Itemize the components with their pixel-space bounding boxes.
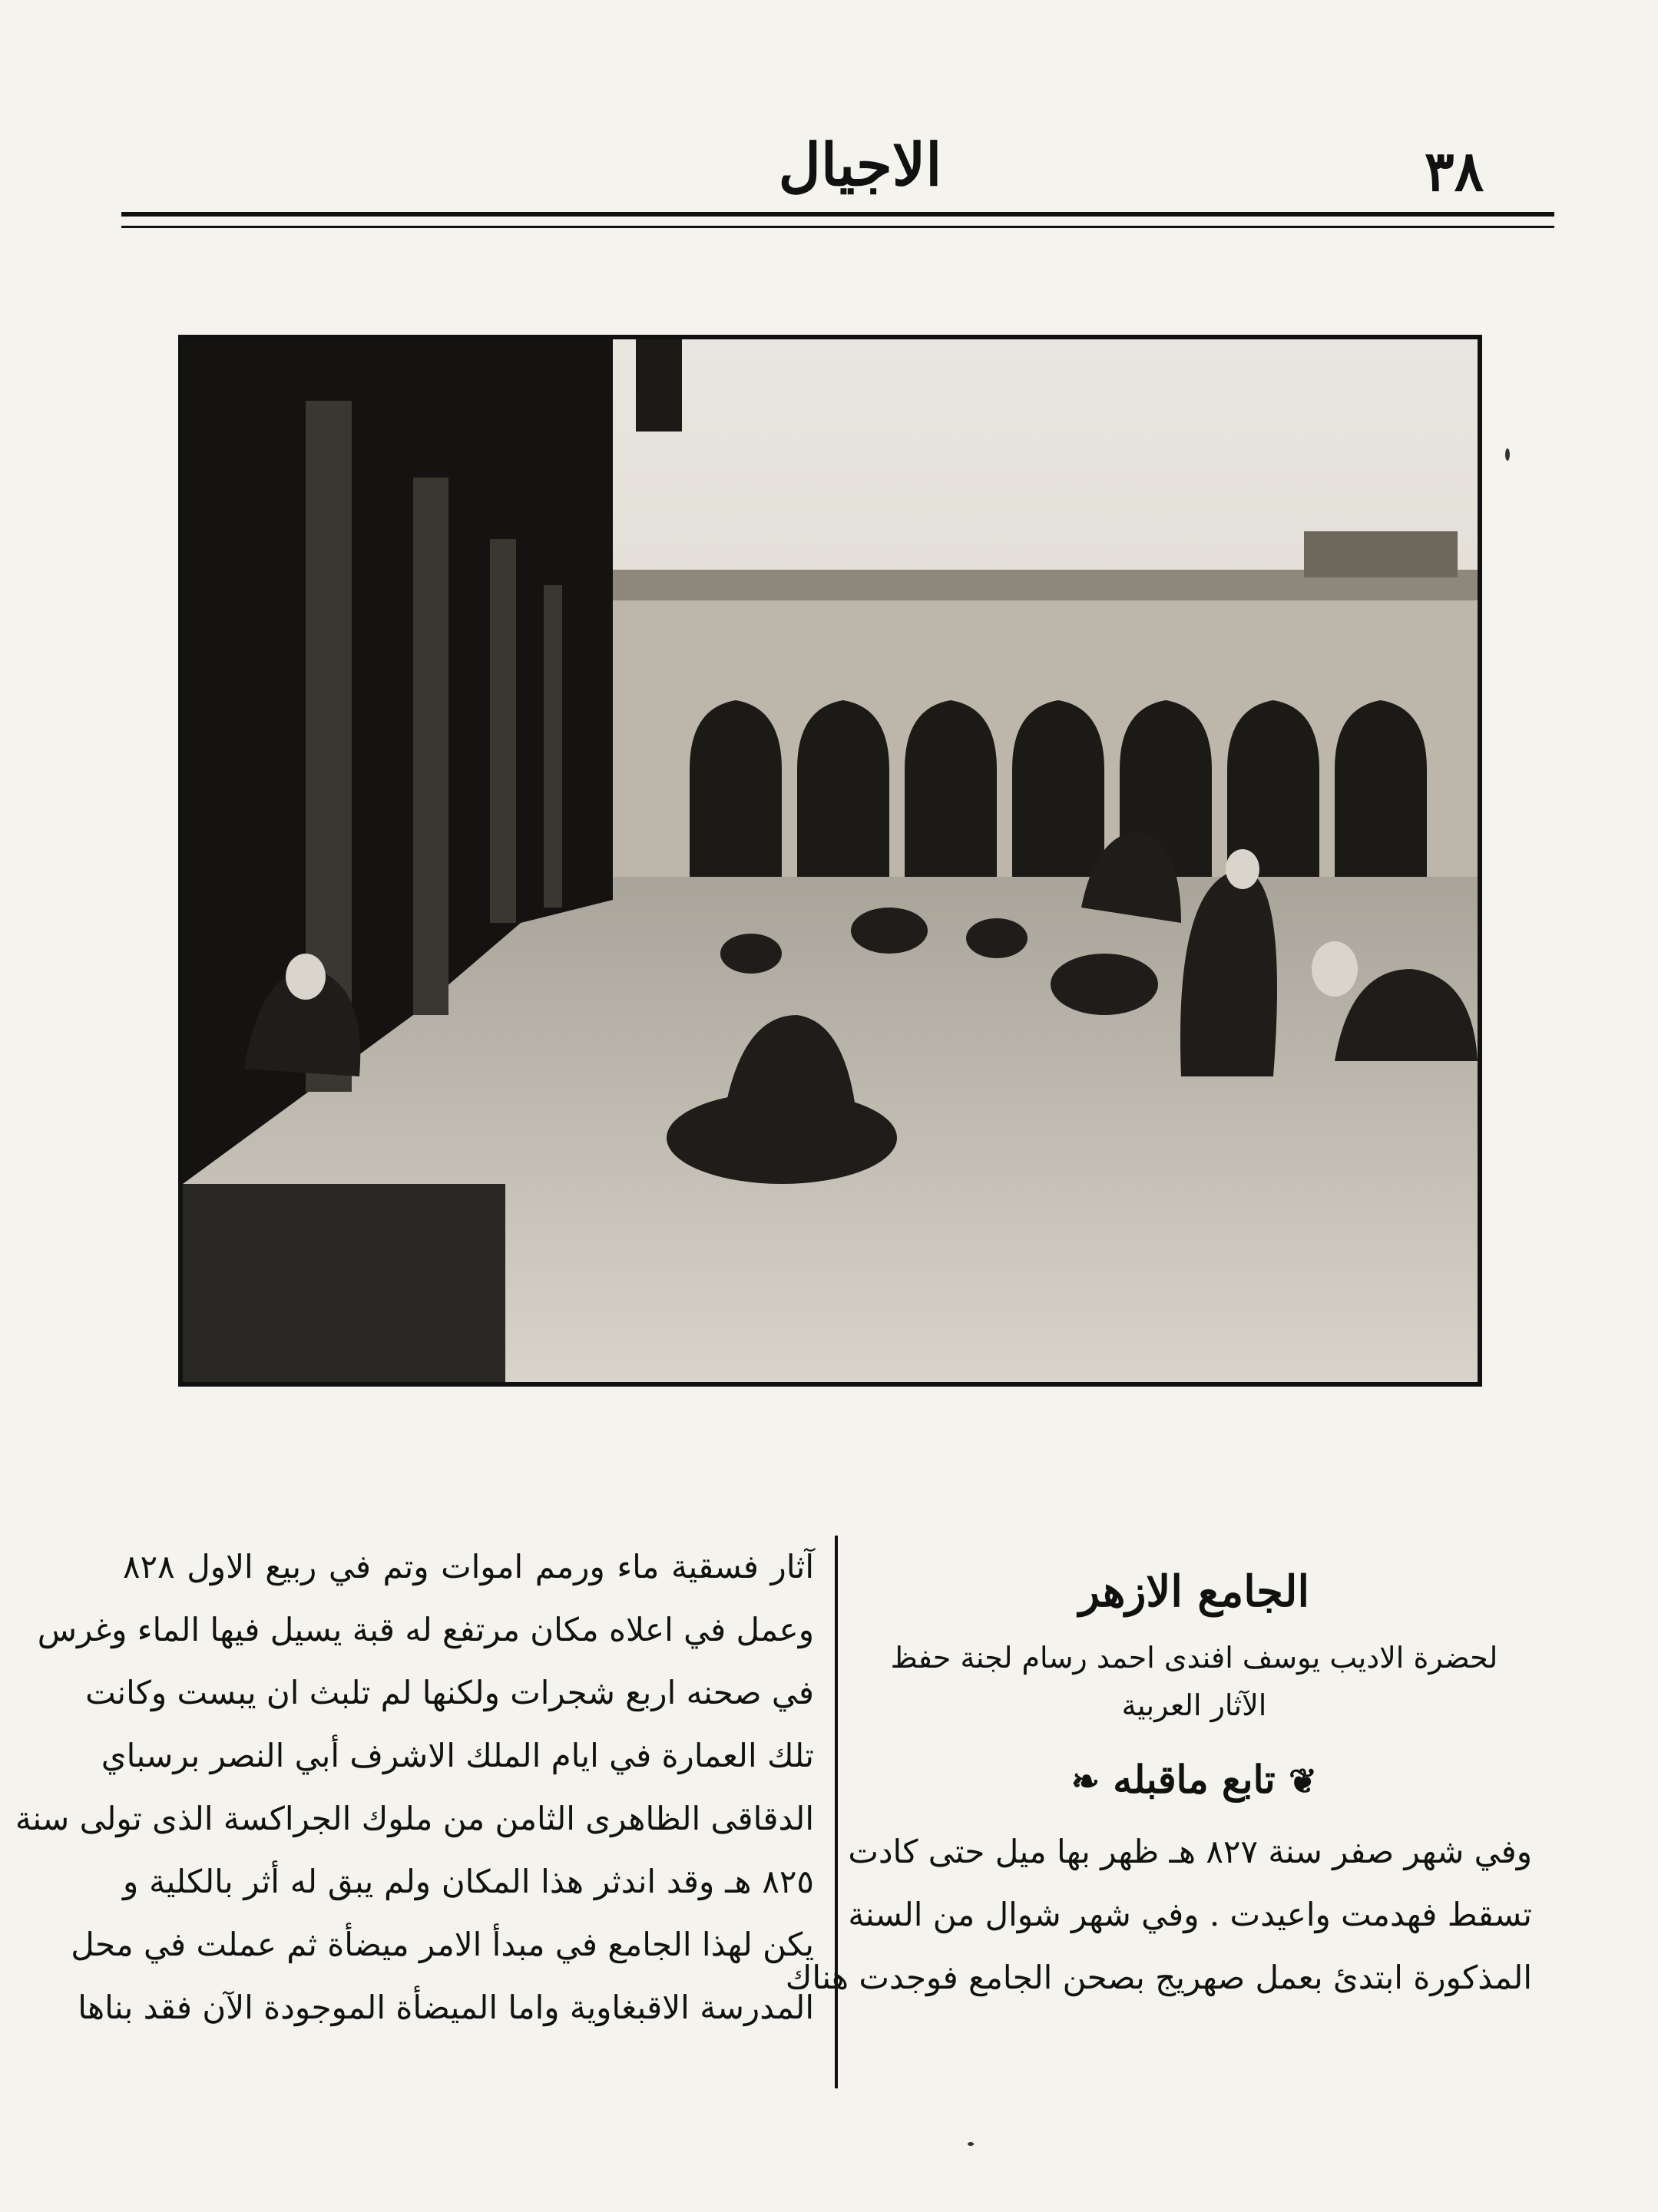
text-line: تلك العمارة في ايام الملك الاشرف أبي النصر برسباي — [101, 1737, 814, 1774]
right-column — [785, 1566, 1532, 2009]
left-column — [15, 1536, 814, 2039]
header-rule-thin — [121, 226, 1554, 228]
courtyard-photograph — [178, 335, 1482, 1387]
running-title: الاجيال — [778, 131, 942, 199]
article-title: الجامع الازهر — [1078, 1566, 1310, 1617]
mosque-courtyard-photo-icon — [183, 339, 1478, 1382]
text-line: آثار فسقية ماء ورمم اموات وتم في ربيع الاول ٨٢٨ — [123, 1548, 814, 1585]
text-line: المذكورة ابتدئ بعمل صهريج بصحن الجامع فوجدت هناك — [785, 1959, 1532, 1996]
page-number: ٣٨ — [1425, 138, 1484, 203]
right-ornament-icon: ❧ — [1071, 1762, 1100, 1801]
left-ornament-icon: ❦ — [1289, 1762, 1318, 1801]
text-line: الدقاقى الظاهرى الثامن من ملوك الجراكسة الذى تولى سنة — [15, 1800, 814, 1837]
text-line: ٨٢٥ هـ وقد اندثر هذا المكان ولم يبق له أثر بالكلية و — [123, 1863, 814, 1900]
print-speck — [1505, 448, 1510, 461]
text-line: وفي شهر صفر سنة ٨٢٧ هـ ظهر بها ميل حتى كادت — [848, 1833, 1532, 1870]
text-line: المدرسة الاقبغاوية واما الميضأة الموجودة الآن فقد بناها — [78, 1989, 814, 2026]
header-rule-thick — [121, 212, 1554, 217]
text-line: وعمل في اعلاه مكان مرتفع له قبة يسيل فيها الماء وغرس — [37, 1611, 814, 1648]
continued-label: تابع ماقبله — [1113, 1757, 1276, 1802]
byline-line-2: الآثار العربية — [1121, 1688, 1267, 1722]
byline-line-1: لحضرة الاديب يوسف افندى احمد رسام لجنة حفظ — [890, 1641, 1498, 1675]
print-speck — [968, 2142, 974, 2146]
continued-note — [856, 1757, 1532, 1802]
right-column-body — [785, 1820, 1532, 2009]
text-line: في صحنه اربع شجرات ولكنها لم تلبث ان يبست وكانت — [85, 1674, 814, 1711]
text-line: يكن لهذا الجامع في مبدأ الامر ميضأة ثم عملت في محل — [71, 1926, 814, 1963]
text-line: تسقط فهدمت واعيدت . وفي شهر شوال من السنة — [848, 1896, 1532, 1933]
